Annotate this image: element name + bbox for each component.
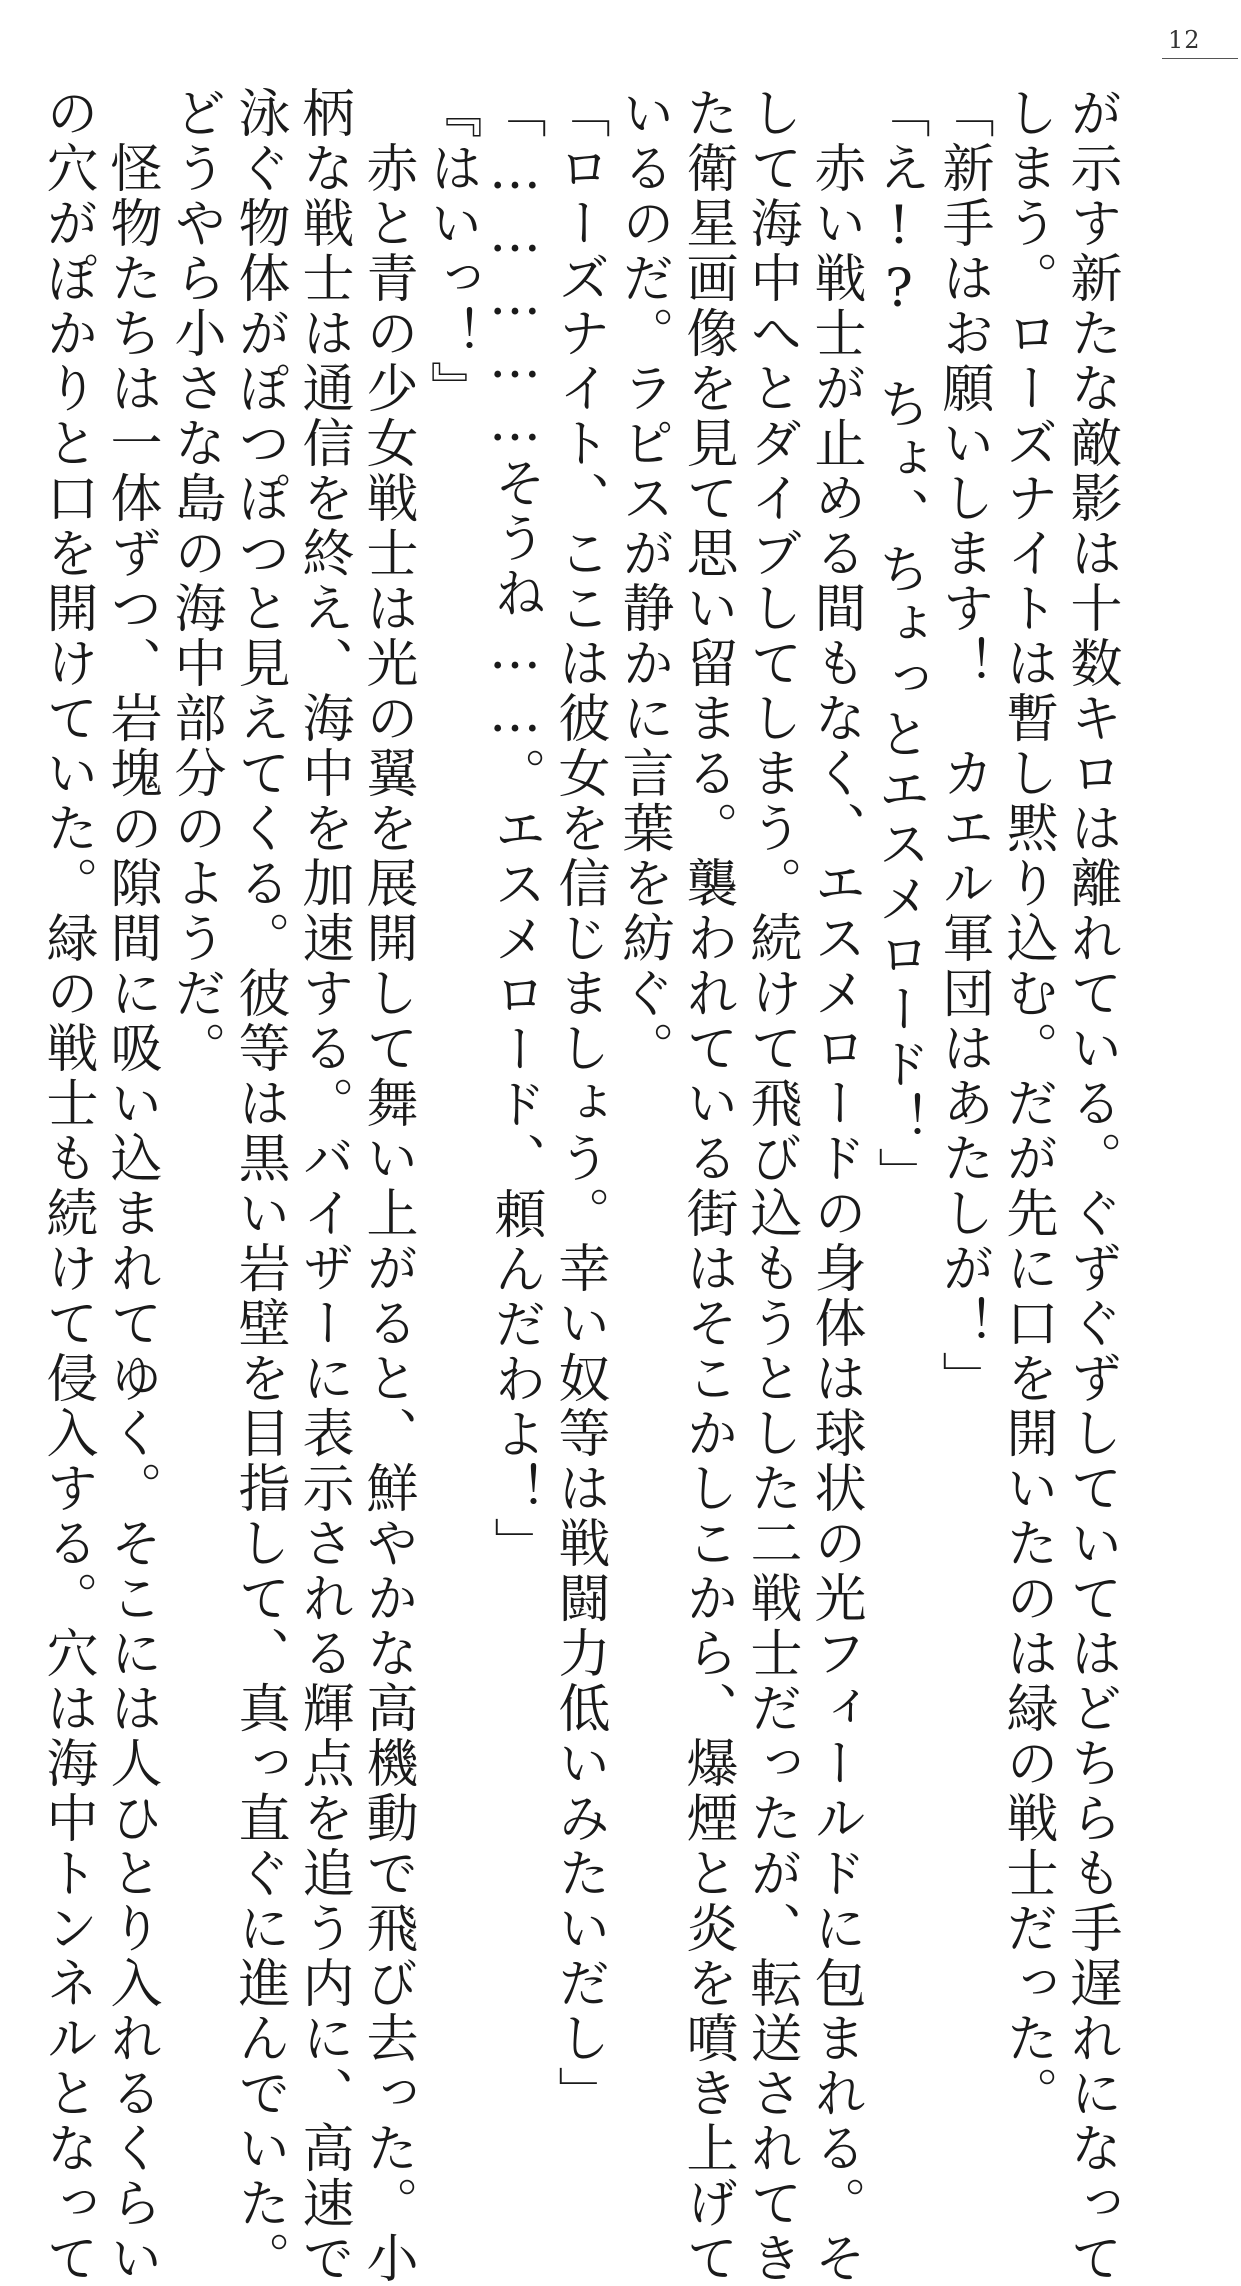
- text-line: 赤い戦士が止める間もなく、エスメロードの身体は球状の光フィールドに包まれる。そ: [805, 86, 865, 2286]
- text-line: して海中へとダイブしてしまう。続けて飛び込もうとした二戦士だったが、転送されてき: [741, 86, 801, 2286]
- text-line: 「ローズナイト、ここは彼女を信じましょう。幸い奴等は戦闘力低いみたいだし」: [549, 86, 609, 2121]
- text-line: 「……………そうね……。エスメロード、頼んだわよ！」: [485, 86, 545, 1572]
- text-line: しまう。ローズナイトは暫し黙り込む。だが先に口を開いたのは緑の戦士だった。: [997, 86, 1057, 2121]
- text-line: いるのだ。ラピスが静かに言葉を紡ぐ。: [613, 86, 673, 1076]
- text-line: た衛星画像を見て思い留まる。襲われている街はそこかしこから、爆煙と炎を噴き上げて: [677, 86, 737, 2286]
- text-line: 柄な戦士は通信を終え、海中を加速する。バイザーに表示される輝点を追う内に、高速で: [293, 86, 353, 2286]
- page-number: 12: [1168, 26, 1201, 54]
- text-line: の穴がぽかりと口を開けていた。緑の戦士も続けて侵入する。穴は海中トンネルとなって: [37, 86, 97, 2286]
- text-line: 「え!? ちょ、ちょっとエスメロード！」: [869, 86, 929, 1202]
- text-line: が示す新たな敵影は十数キロは離れている。ぐずぐずしていてはどちらも手遅れになって: [1061, 86, 1121, 2286]
- text-line: 赤と青の少女戦士は光の翼を展開して舞い上がると、鮮やかな高機動で飛び去った。小: [357, 86, 417, 2286]
- text-line: 泳ぐ物体がぽつぽつと見えてくる。彼等は黒い岩壁を目指して、真っ直ぐに進んでいた。: [229, 86, 289, 2286]
- text-line: 怪物たちは一体ずつ、岩塊の隙間に吸い込まれてゆく。そこには人ひとり入れるくらい: [101, 86, 161, 2286]
- page-number-rule: [1162, 58, 1238, 59]
- text-line: どうやら小さな島の海中部分のようだ。: [165, 86, 225, 1076]
- body-text: [35, 86, 1123, 2286]
- text-line: 「新手はお願いします！ カエル軍団はあたしが！」: [933, 86, 993, 1406]
- text-line: 『はいっ！』: [421, 86, 481, 416]
